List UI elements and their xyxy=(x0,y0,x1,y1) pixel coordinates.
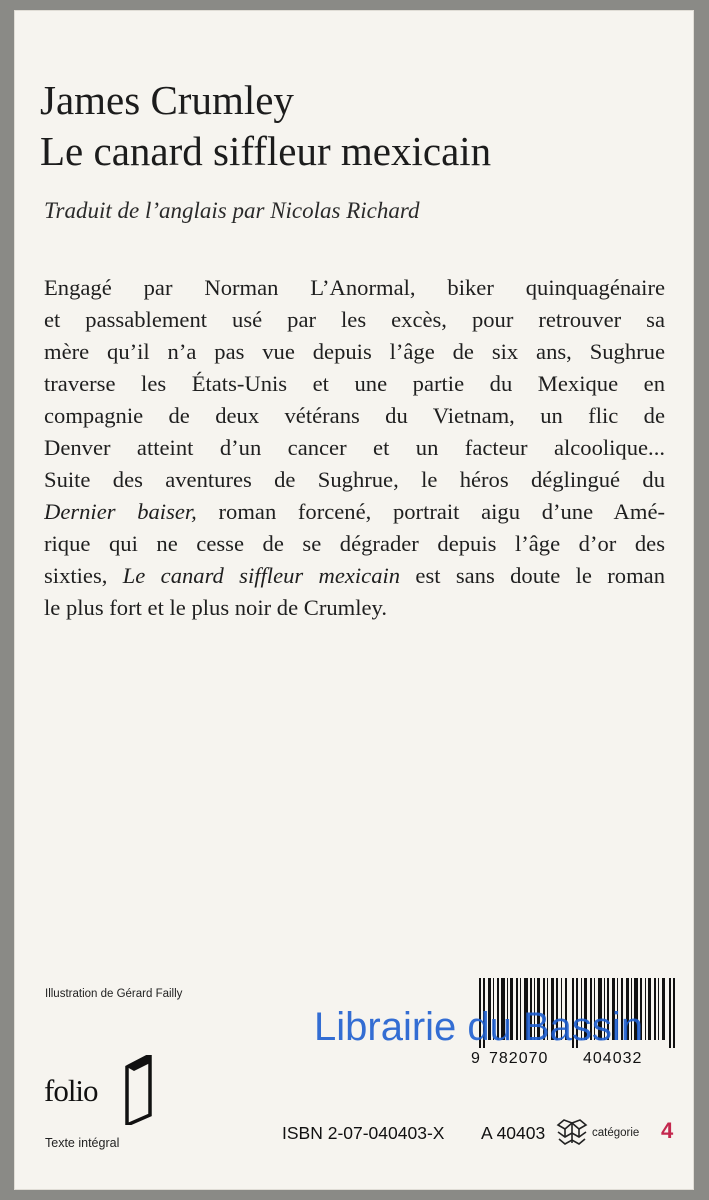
bookseller-watermark: Librairie du Bassin xyxy=(314,1005,644,1049)
blurb-line: Dernier baiser, roman forcené, portrait aigu d’une Amé- xyxy=(44,499,665,524)
blurb-line: traverse les États-Unis et une partie du Mexique en xyxy=(44,371,665,396)
blurb-line: rique qui ne cesse de se dégrader depuis l’âge d’or des xyxy=(44,531,665,556)
isbn: ISBN 2-07-040403-X xyxy=(282,1123,445,1143)
barcode-group-1: 782070 xyxy=(489,1050,549,1067)
blurb-line: Denver atteint d’un cancer et un facteur alcoolique... xyxy=(44,435,665,460)
catalog-code: A 40403 xyxy=(481,1123,546,1143)
blurb-line: Suite des aventures de Sughrue, le héros déglingué du xyxy=(44,467,665,492)
folio-wordmark: folio xyxy=(44,1073,98,1108)
blurb-line: sixties, Le canard siffleur mexicain est sans doute le roman xyxy=(44,563,665,588)
folio-logo xyxy=(44,1055,154,1130)
folio-page-icon xyxy=(124,1055,154,1125)
category-label: catégorie xyxy=(592,1127,640,1139)
author-name: James Crumley xyxy=(40,77,294,123)
book-title: Le canard siffleur mexicain xyxy=(40,128,492,174)
blurb-line: compagnie de deux vétérans du Vietnam, un flic de xyxy=(44,403,665,428)
blurb-line: et passablement usé par les excès, pour retrouver sa xyxy=(44,307,665,332)
translator-credit: Traduit de l’anglais par Nicolas Richard xyxy=(44,198,420,223)
open-book-icon xyxy=(555,1119,589,1145)
barcode-first-digit: 9 xyxy=(471,1050,480,1067)
blurb xyxy=(44,272,665,624)
blurb-line: Engagé par Norman L’Anormal, biker quinquagénaire xyxy=(44,275,665,300)
back-cover xyxy=(14,10,694,1190)
blurb-line: mère qu’il n’a pas vue depuis l’âge de six ans, Sughrue xyxy=(44,339,665,364)
barcode-group-2: 404032 xyxy=(583,1050,643,1067)
illustration-credit: Illustration de Gérard Failly xyxy=(45,988,183,1000)
blurb-line: le plus fort et le plus noir de Crumley. xyxy=(44,595,388,620)
edition-note: Texte intégral xyxy=(45,1136,120,1150)
category-number: 4 xyxy=(661,1118,674,1143)
